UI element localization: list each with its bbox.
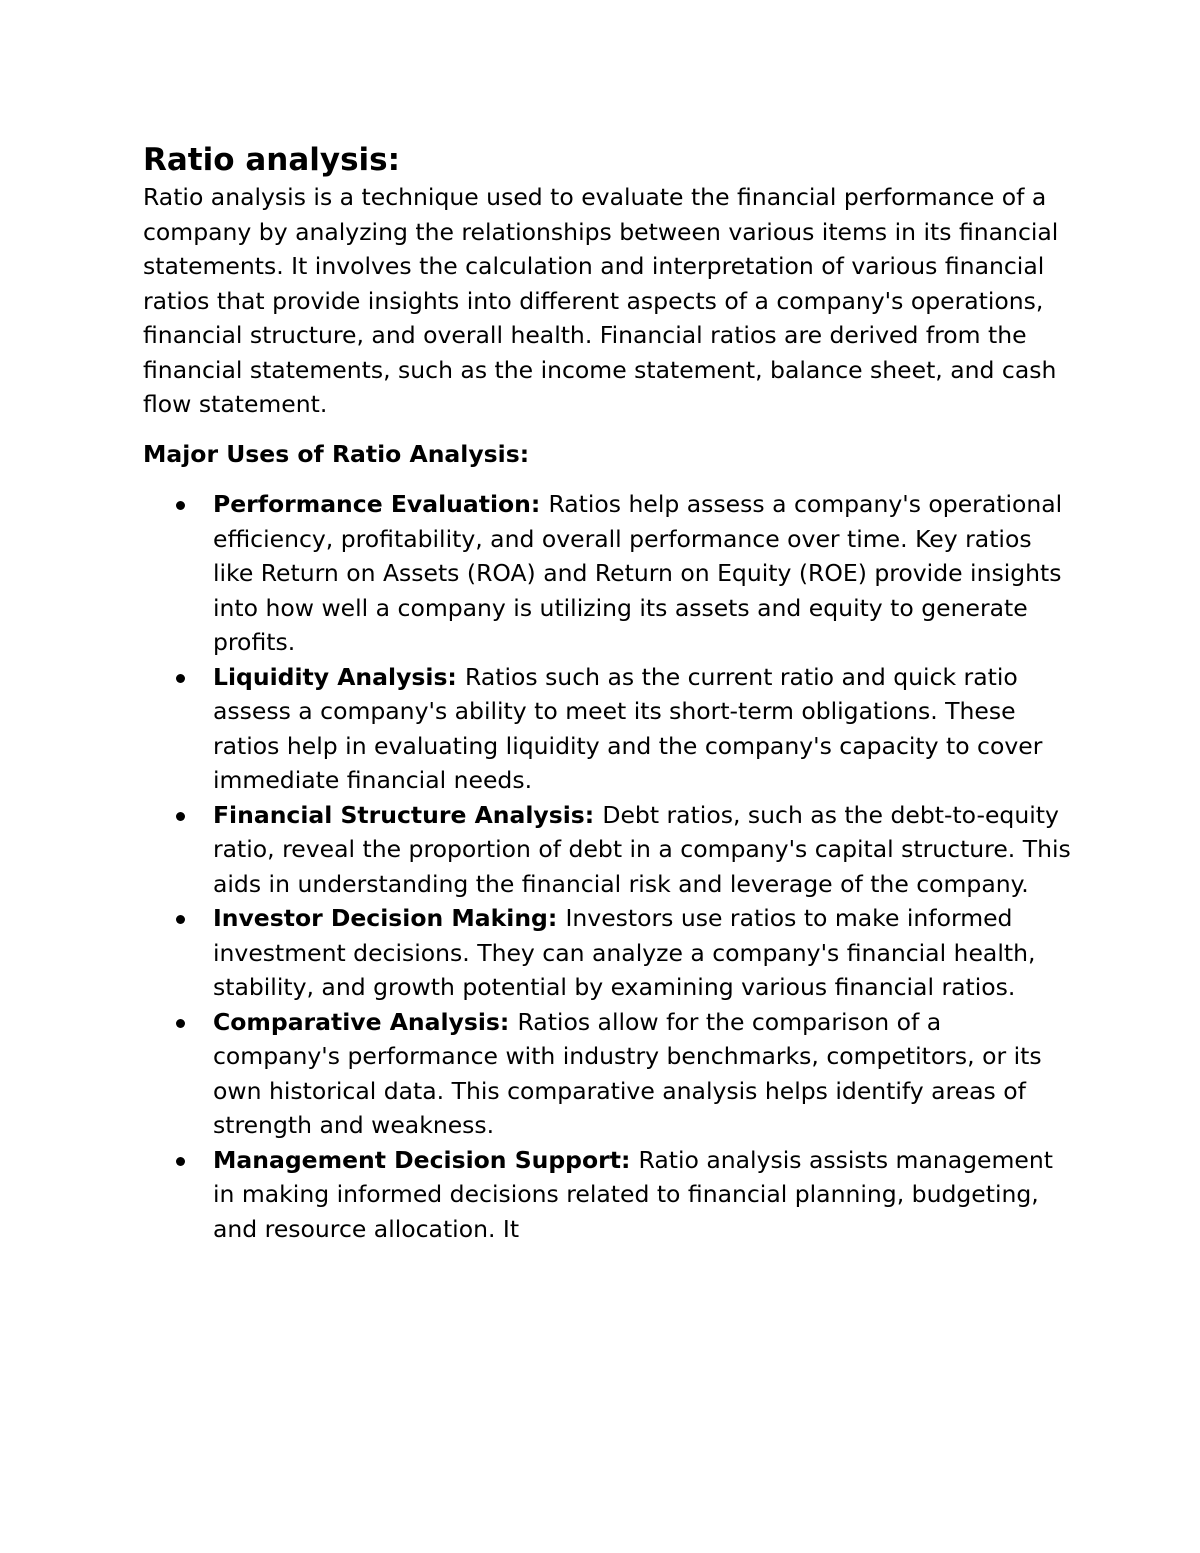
list-item-text: Ratios such as the current ratio and quick ratio assess a company's ability to meet its short-term obligations. These ratios help in evaluating liquidity and the company's capacity to cover immediate financial needs. xyxy=(213,662,1043,794)
list-item-title: Comparative Analysis: xyxy=(213,1007,518,1036)
intro-paragraph: Ratio analysis is a technique used to evaluate the financial performance of a company by analyzing the relationships between various items in its financial statements. It involves the calculation and interpretation of various financial ratios that provide insights into different aspects of a company's operations, financial structure, and overall health. Financial ratios are derived from the financial statements, such as the income statement, balance sheet, and cash flow statement. xyxy=(143,183,1059,418)
bullet-icon xyxy=(176,1157,185,1166)
document-page xyxy=(143,140,1073,1246)
list-item xyxy=(143,1005,1073,1143)
list-item-text: Ratios help assess a company's operational efficiency, profitability, and overall performance over time. Key ratios like Return on Assets (ROA) and Return on Equity (ROE) provide insights into how well a company is utilizing its assets and equity to generate profits. xyxy=(213,490,1063,656)
list-item-text: Investors use ratios to make informed investment decisions. They can analyze a company's financial health, stability, and growth potential by examining various financial ratios. xyxy=(213,904,1036,1001)
uses-list xyxy=(143,487,1073,1246)
list-item-text: Ratio analysis assists management in making informed decisions related to financial planning, budgeting, and resource allocation. It xyxy=(213,1145,1053,1243)
list-item xyxy=(143,901,1073,1005)
bullet-icon xyxy=(176,1019,185,1028)
list-item-title: Performance Evaluation: xyxy=(213,490,549,518)
list-item xyxy=(143,660,1073,798)
document-title: Ratio analysis: xyxy=(143,142,400,178)
list-item-title: Financial Structure Analysis: xyxy=(213,800,603,829)
bullet-icon xyxy=(176,674,185,683)
bullet-icon xyxy=(176,915,185,924)
list-item-text: Ratios allow for the comparison of a company's performance with industry benchmarks, competitors, or its own historical data. This comparative analysis helps identify areas of strength and weakness. xyxy=(213,1007,1042,1139)
list-item xyxy=(143,1143,1073,1247)
bullet-icon xyxy=(176,812,185,821)
list-item-title: Liquidity Analysis: xyxy=(213,662,466,691)
list-item-text: Debt ratios, such as the debt-to-equity ratio, reveal the proportion of debt in a company's capital structure. This aids in understanding the financial risk and leverage of the company. xyxy=(213,800,1071,898)
list-item-title: Investor Decision Making: xyxy=(213,904,566,932)
list-item xyxy=(143,487,1073,660)
uses-heading: Major Uses of Ratio Analysis: xyxy=(143,439,530,468)
list-item-title: Management Decision Support: xyxy=(213,1145,639,1174)
list-item xyxy=(143,798,1073,902)
bullet-icon xyxy=(176,501,185,510)
